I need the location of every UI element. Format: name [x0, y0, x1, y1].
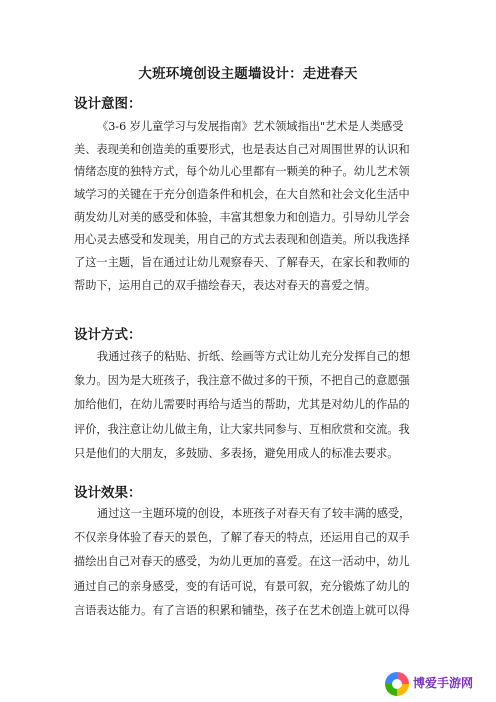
paragraph-line: 域学习的关键在于充分创造条件和机会，在大自然和社会文化生活中 — [74, 188, 410, 202]
paragraph-line: 《3-6 岁儿童学习与发展指南》艺术领域指出"艺术是人类感受 — [97, 120, 404, 133]
paragraph-line: 描绘出自己对春天的感受，为幼儿更加的喜爱。在这一活动中，幼儿 — [74, 555, 410, 569]
paragraph-line: 评价，我注意让幼儿做主角，让大家共同参与、互相欣赏和交流。我 — [74, 422, 410, 436]
paragraph-line: 萌发幼儿对美的感受和体验，丰富其想象力和创造力。引导幼儿学会 — [74, 210, 410, 224]
site-watermark — [385, 670, 491, 698]
paragraph-line: 用心灵去感受和发现美，用自己的方式去表现和创造美。所以我选择 — [74, 233, 410, 247]
paragraph-line: 情绪态度的独特方式，每个幼儿心里都有一颗美的种子。幼儿艺术领 — [74, 165, 410, 179]
paragraph-line: 不仅亲身体验了春天的景色，了解了春天的特点，还运用自己的双手 — [74, 531, 410, 545]
section-heading-design-intent: 设计意图： — [74, 96, 142, 112]
paragraph-line: 通过自己的亲身感受，变的有话可说，有景可叙，充分锻炼了幼儿的 — [74, 579, 410, 593]
paragraph-line: 帮助下，运用自己的双手描绘春天，表达对春天的喜爱之情。 — [74, 278, 377, 292]
section-paragraph-design-intent — [74, 116, 426, 298]
paragraph-line: 通过这一主题环境的创设，本班孩子对春天有了较丰满的感受， — [97, 507, 411, 520]
watermark-site-name: 博爱手游网 — [413, 676, 474, 690]
paragraph-line: 加给他们，在幼儿需要时再给与适当的帮助，尤其是对幼儿的作品的 — [74, 398, 410, 412]
paragraph-line: 了这一主题，旨在通过让幼儿观察春天、了解春天，在家长和教师的 — [74, 256, 410, 270]
paragraph-line: 只是他们的大朋友，多鼓励、多表扬，避免用成人的标准去要求。 — [74, 446, 399, 460]
paragraph-line: 我通过孩子的粘贴、折纸、绘画等方式让幼儿充分发挥自己的想 — [97, 350, 411, 363]
paragraph-line: 言语表达能力。有了言语的积累和铺垫，孩子在艺术创造上就可以得 — [74, 603, 410, 617]
document-title: 大班环境创设主题墙设计：走进春天 — [138, 66, 358, 82]
colorful-circle-logo-icon — [385, 672, 409, 696]
section-heading-design-method: 设计方式： — [74, 327, 142, 343]
section-paragraph-design-method — [74, 345, 426, 466]
section-heading-design-effect: 设计效果： — [74, 485, 142, 501]
paragraph-line: 象力。因为是大班孩子，我注意不做过多的干预，不把自己的意愿强 — [74, 374, 410, 388]
paragraph-line: 美、表现美和创造美的重要形式，也是表达自己对周围世界的认识和 — [74, 142, 410, 156]
section-paragraph-design-effect — [74, 502, 426, 623]
